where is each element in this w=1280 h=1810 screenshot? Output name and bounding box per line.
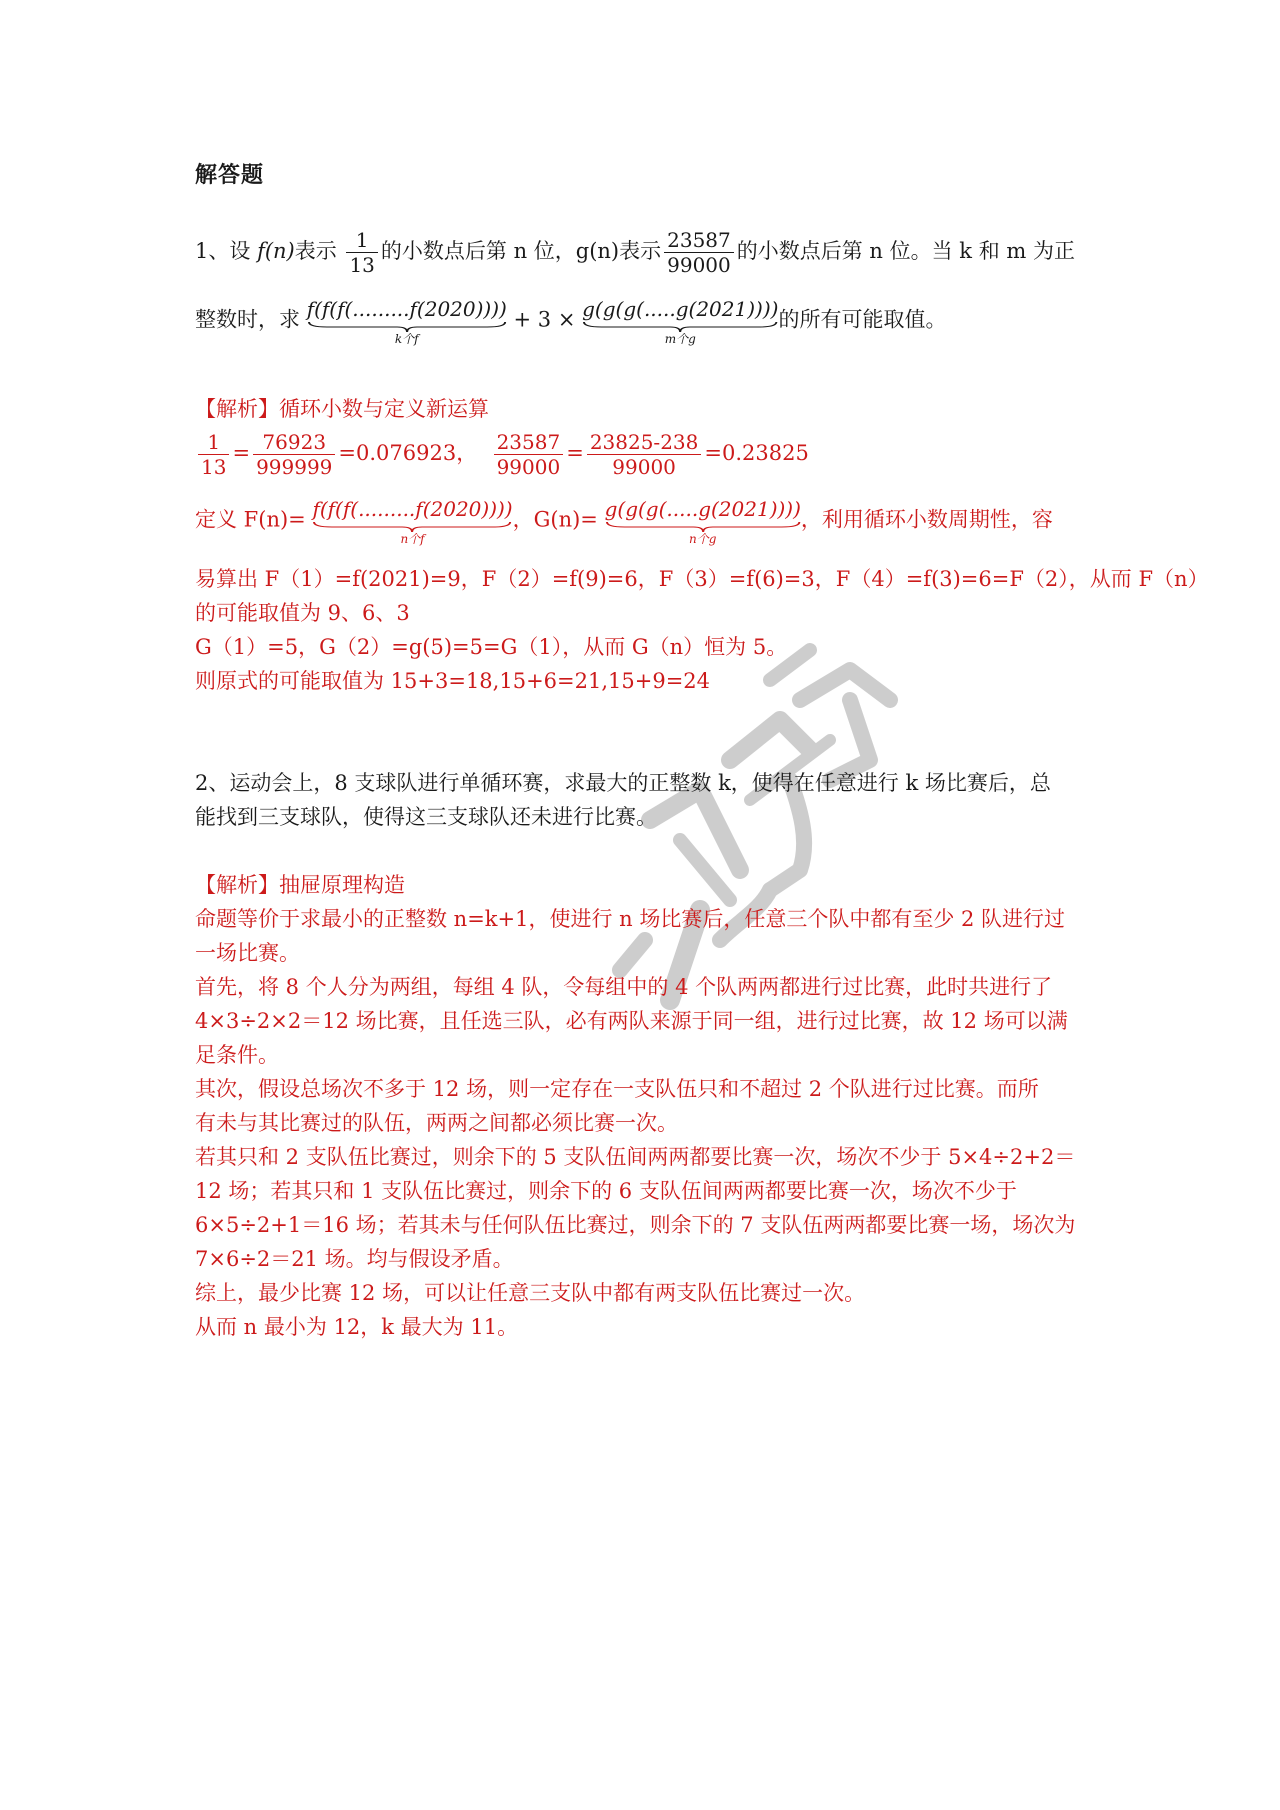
fraction: $\frac{76923}{999999}$ xyxy=(253,430,335,479)
fraction: $\frac{23587}{99000}$ xyxy=(494,430,564,479)
a2-line: 综上，最少比赛 12 场，可以让任意三支队中都有两支队伍比赛过一次。 xyxy=(195,1281,866,1305)
q1-line1 xyxy=(195,228,1075,277)
a2-line: 一场比赛。 xyxy=(195,941,300,965)
brace-expr-g: g(g(g(.....g(2021)))) m个g xyxy=(582,297,779,346)
fraction-23587-99000: $\frac{23587}{99000}$ xyxy=(664,228,734,277)
q2-line2: 能找到三支球队，使得这三支球队还未进行比赛。 xyxy=(195,805,657,829)
a2-line: 有未与其比赛过的队伍，两两之间都必须比赛一次。 xyxy=(195,1111,678,1135)
brace-expr-G: g(g(g(.....g(2021)))) n个g xyxy=(604,497,801,546)
fraction: $\frac{1}{13}$ xyxy=(198,430,229,479)
a2-line: 7×6÷2＝21 场。均与假设矛盾。 xyxy=(195,1247,514,1271)
q1-fn: f(n) xyxy=(257,239,295,263)
a2-title: 【解析】抽屉原理构造 xyxy=(195,873,405,897)
a1-definition xyxy=(195,496,1053,546)
brace-expr-F: f(f(f(.........f(2020)))) n个f xyxy=(312,497,513,546)
a1-text: ，利用循环小数周期性，容 xyxy=(800,507,1053,532)
repeating-decimal-1: =0.076923， xyxy=(338,441,478,465)
a1-text: 定义 F(n)= xyxy=(195,507,306,532)
q1-operator: + 3 × xyxy=(513,307,576,332)
q1-text: 的小数点后第 n 位。当 k 和 m 为正 xyxy=(736,239,1075,263)
brace-expr-f: f(f(f(.........f(2020)))) k个f xyxy=(306,297,507,346)
a1-line3: 易算出 F（1）=f(2021)=9，F（2）=f(9)=6，F（3）=f(6)=3，F（4）=f(3)=6=F（2），从而 F（n） xyxy=(195,567,1209,591)
repeating-decimal-2: =0.23825 xyxy=(704,441,809,465)
q1-text: 表示 xyxy=(294,239,337,263)
q1-text: 的所有可能取值。 xyxy=(778,307,947,332)
fraction-1-13: $\frac{1}{13}$ xyxy=(346,228,377,277)
a1-line4: 的可能取值为 9、6、3 xyxy=(195,601,410,625)
a1-line6: 则原式的可能取值为 15+3=18,15+6=21,15+9=24 xyxy=(195,669,711,693)
a1-line5: G（1）=5，G（2）=g(5)=5=G（1），从而 G（n）恒为 5。 xyxy=(195,635,788,659)
a2-line: 首先，将 8 个人分为两组，每组 4 队，令每组中的 4 个队两两都进行过比赛，此时共进行了 xyxy=(195,975,1053,999)
a1-text: ，G(n)= xyxy=(512,507,598,532)
a2-line: 足条件。 xyxy=(195,1043,279,1067)
a2-line: 其次，假设总场次不多于 12 场，则一定存在一支队伍只和不超过 2 个队进行过比赛。而所 xyxy=(195,1077,1039,1101)
q1-text: 1、设 xyxy=(195,239,251,263)
q1-text: 的小数点后第 n 位，g(n)表示 xyxy=(380,239,662,263)
a2-line: 4×3÷2×2＝12 场比赛，且任选三队，必有两队来源于同一组，进行过比赛，故 12 场可以满 xyxy=(195,1009,1068,1033)
q2-line1: 2、运动会上，8 支球队进行单循环赛，求最大的正整数 k，使得在任意进行 k 场比赛后，总 xyxy=(195,771,1051,795)
q1-line2 xyxy=(195,296,946,346)
a2-line: 若其只和 2 支队伍比赛过，则余下的 5 支队伍间两两都要比赛一次，场次不少于 5×4÷2+2＝ xyxy=(195,1145,1076,1169)
fraction: $\frac{23825-238}{99000}$ xyxy=(587,430,702,479)
a2-line: 从而 n 最小为 12，k 最大为 11。 xyxy=(195,1315,519,1339)
section-heading: 解答题 xyxy=(195,162,265,188)
q1-text: 整数时，求 xyxy=(195,307,300,332)
a1-title: 【解析】循环小数与定义新运算 xyxy=(195,397,489,421)
a2-line: 12 场；若其只和 1 支队伍比赛过，则余下的 6 支队伍间两两都要比赛一次，场次不少于 xyxy=(195,1179,1017,1203)
a2-line: 命题等价于求最小的正整数 n=k+1，使进行 n 场比赛后，任意三个队中都有至少 2 队进行过 xyxy=(195,907,1066,931)
a2-line: 6×5÷2+1＝16 场；若其未与任何队伍比赛过，则余下的 7 支队伍两两都要比赛一场，场次为 xyxy=(195,1213,1076,1237)
a1-equation: $\frac{1}{13}$ = $\frac{76923}{999999}$ =0.076923， $\frac{23587}{99000}$ = $\frac{23825-238}{99000}$ =0.23825 xyxy=(195,430,809,479)
